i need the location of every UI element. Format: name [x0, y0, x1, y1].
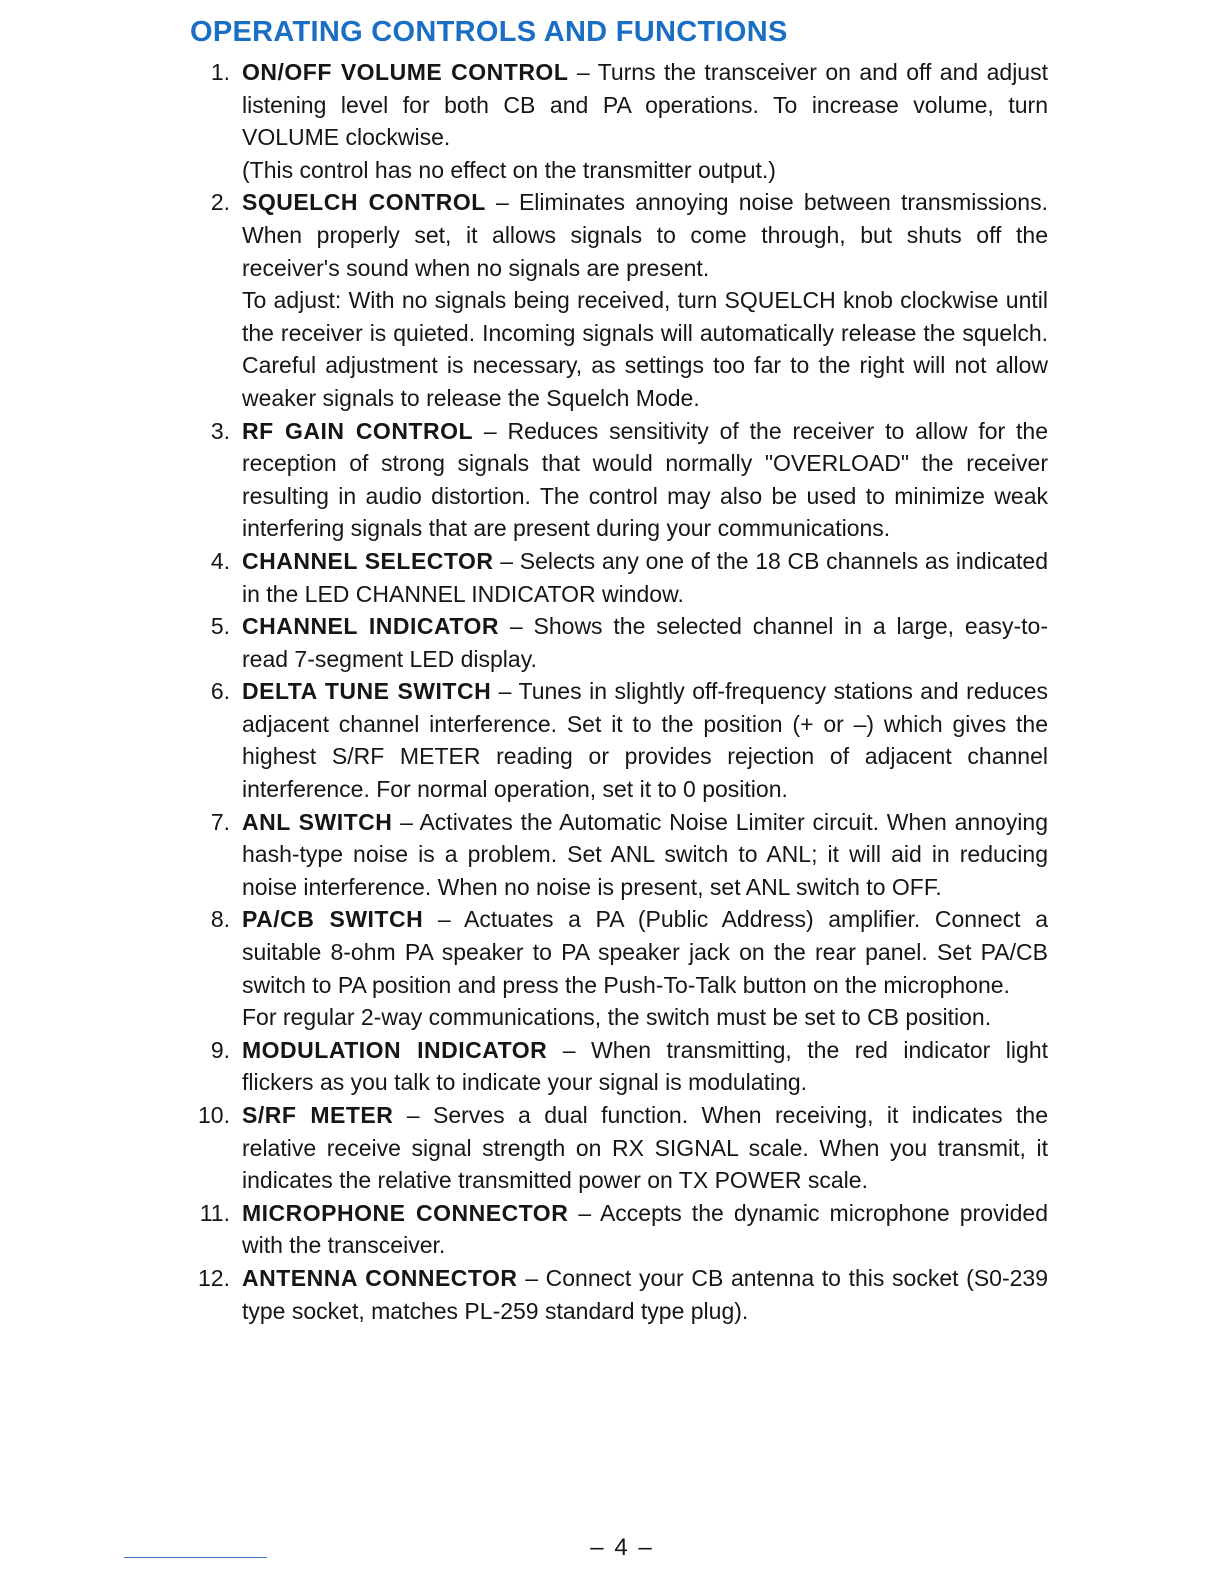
item-heading: DELTA TUNE SWITCH [242, 678, 492, 705]
item-number: 11. [199, 1199, 230, 1226]
list-item [190, 610, 1048, 675]
item-heading: CHANNEL INDICATOR [242, 613, 500, 640]
item-number: 9. [210, 1036, 230, 1063]
list-item [190, 903, 1048, 1033]
item-text: – Activates the Automatic Noise Limiter circuit. When annoying hash-type noise is a problem. Set ANL switch to ANL; it will aid in reducing noise interference. When no noise is present, set ANL switch to OFF. [242, 808, 1048, 900]
item-number: 2. [210, 189, 230, 216]
item-paragraph [242, 415, 1048, 545]
item-paragraph [242, 1197, 1048, 1262]
list-item [190, 675, 1048, 805]
list-item [190, 1099, 1048, 1197]
item-heading: SQUELCH CONTROL [242, 189, 486, 216]
item-paragraph [242, 675, 1048, 805]
item-paragraph [242, 806, 1048, 904]
item-text: – Connect your CB antenna to this socket (S0-239 type socket, matches PL-259 standard type plug). [242, 1264, 1048, 1324]
item-number: 12. [198, 1264, 230, 1291]
list-item [190, 415, 1048, 545]
item-heading: ON/OFF VOLUME CONTROL [242, 59, 569, 85]
item-text: – Shows the selected channel in a large, easy-to-read 7-segment LED display. [242, 613, 1049, 672]
item-text: – Tunes in slightly off-frequency stations and reduces adjacent channel interference. Set it to the position (+ or –) which gives the highest S/RF METER reading or provides rejection of adjacent channel interference. For normal operation, set it to 0 position. [242, 678, 1048, 803]
item-note: To adjust: With no signals being received, turn SQUELCH knob clockwise until the receiver is quieted. Incoming signals will automatically release the squelch. Careful adjustment is necessary, as settings too far to the right will not allow weaker signals to release the Squelch Mode. [242, 287, 1048, 411]
item-text: – Reduces sensitivity of the receiver to allow for the reception of strong signals that would normally "OVERLOAD" the receiver resulting in audio distortion. The control may also be used to minimize weak interfering signals that are present during your communications. [242, 417, 1049, 542]
item-heading: RF GAIN CONTROL [242, 417, 474, 444]
item-number: 1. [210, 59, 230, 85]
item-number: 10. [198, 1102, 230, 1128]
item-note: (This control has no effect on the transmitter output.) [242, 156, 776, 183]
list-item [190, 806, 1048, 904]
item-number: 5. [210, 613, 230, 640]
item-heading: CHANNEL SELECTOR [242, 547, 494, 574]
item-number: 8. [210, 906, 230, 933]
item-paragraph [242, 186, 1048, 284]
item-heading: S/RF METER [242, 1102, 394, 1128]
item-number: 4. [210, 547, 230, 574]
item-paragraph [242, 610, 1048, 675]
item-heading: ANL SWITCH [242, 808, 393, 835]
item-note: For regular 2-way communications, the switch must be set to CB position. [242, 1004, 992, 1031]
item-number: 3. [210, 417, 230, 444]
item-text: – When transmitting, the red indicator light flickers as you talk to indicate your signal is modulating. [242, 1036, 1049, 1096]
list-item [190, 1034, 1048, 1099]
item-number: 7. [210, 808, 230, 835]
item-number: 6. [210, 678, 230, 705]
item-text: – Accepts the dynamic microphone provided with the transceiver. [242, 1199, 1048, 1259]
item-text: – Eliminates annoying noise between transmissions. When properly set, it allows signals to come through, but shuts off the receiver's sound when no signals are present. [242, 189, 1048, 281]
list-item [190, 545, 1048, 610]
item-paragraph [242, 1262, 1048, 1327]
footer-rule [124, 1557, 267, 1558]
list-item [190, 1197, 1048, 1262]
list-item [190, 56, 1048, 186]
page-title: OPERATING CONTROLS AND FUNCTIONS [190, 16, 788, 48]
page-number: – 4 – [590, 1534, 654, 1561]
list-item [190, 1262, 1048, 1327]
item-heading: ANTENNA CONNECTOR [242, 1264, 518, 1291]
item-paragraph [242, 56, 1048, 154]
controls-list [190, 56, 1048, 1327]
item-paragraph [242, 1034, 1048, 1099]
item-text: – Turns the transceiver on and off and adjust listening level for both CB and PA operations. To increase volume, turn VOLUME clockwise. [242, 59, 1048, 151]
item-text: – Actuates a PA (Public Address) amplifier. Connect a suitable 8-ohm PA speaker to PA speaker jack on the rear panel. Set PA/CB switch to PA position and press the Push-To-Talk button on the microphone. [242, 906, 1048, 998]
list-item [190, 186, 1048, 414]
item-text: – Serves a dual function. When receiving, it indicates the relative receive signal strength on RX SIGNAL scale. When you transmit, it indicates the relative transmitted power on TX POWER scale. [242, 1102, 1049, 1194]
item-text: – Selects any one of the 18 CB channels as indicated in the LED CHANNEL INDICATOR window. [242, 547, 1048, 607]
item-heading: PA/CB SWITCH [242, 906, 424, 933]
item-paragraph [242, 903, 1048, 1001]
item-heading: MODULATION INDICATOR [242, 1036, 548, 1063]
item-paragraph [242, 1099, 1048, 1197]
item-heading: MICROPHONE CONNECTOR [242, 1199, 569, 1226]
item-paragraph [242, 545, 1048, 610]
